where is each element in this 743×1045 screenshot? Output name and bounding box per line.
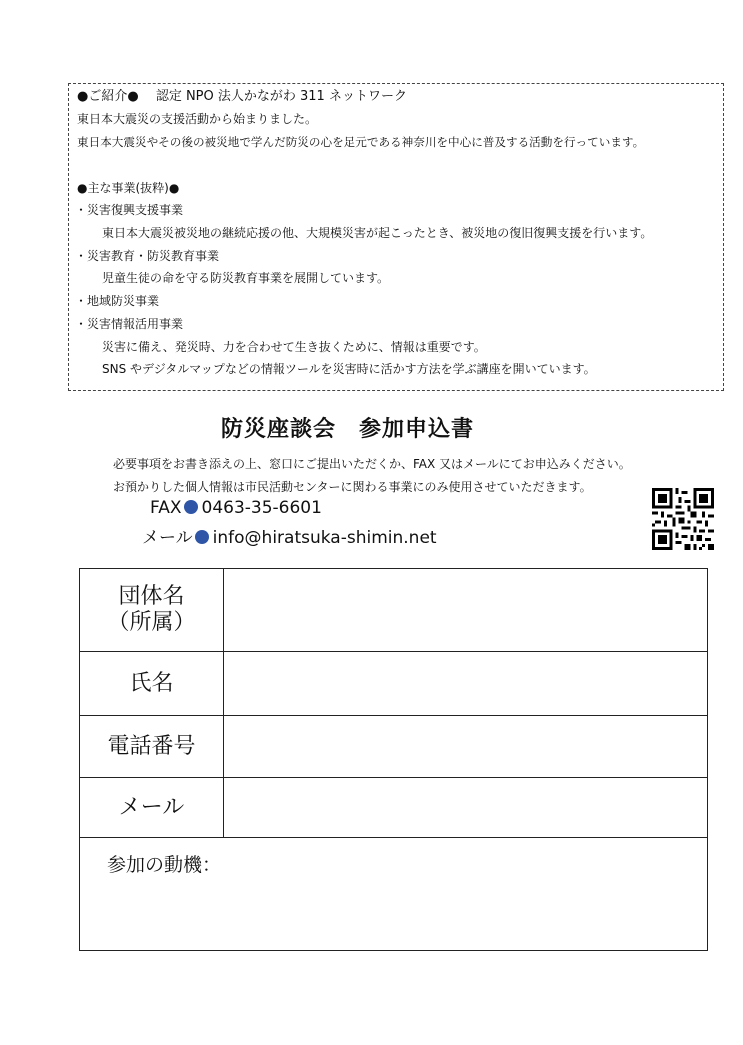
form-row-organization: [80, 569, 708, 652]
motive-field[interactable]: [80, 838, 708, 951]
email-field[interactable]: [224, 778, 708, 838]
name-label: 氏名: [80, 652, 224, 716]
motive-label: 参加の動機：: [107, 854, 222, 876]
mail-contact: [142, 523, 437, 548]
business-item-title: ・災害復興支援事業: [75, 203, 184, 217]
form-row-email: [80, 778, 708, 838]
fax-label: FAX: [150, 498, 182, 518]
phone-label: 電話番号: [80, 716, 224, 778]
intro-line-1: 東日本大震災の支援活動から始まりました。: [77, 112, 318, 126]
business-item-desc: 東日本大震災被災地の継続応援の他、大規模災害が起こったとき、被災地の復旧復興支援を行います。: [102, 226, 653, 240]
business-item-desc: SNS やデジタルマップなどの情報ツールを災害時に活かす方法を学ぶ講座を開いています。: [102, 362, 596, 376]
intro-line-2: 東日本大震災やその後の被災地で学んだ防災の心を足元である神奈川を中心に普及する活動を行っています。: [77, 135, 645, 149]
mail-address[interactable]: info@hiratsuka-shimin.net: [212, 528, 437, 548]
business-item-title: ・災害情報活用事業: [75, 317, 184, 331]
organization-label-line2: （所属）: [107, 610, 196, 635]
fax-number: 0463-35-6601: [201, 498, 322, 518]
form-row-phone: [80, 716, 708, 778]
form-notice-1: 必要事項をお書き添えの上、窓口にご提出いただくか、FAX 又はメールにてお申込みください。: [113, 457, 631, 471]
bullet-icon: [195, 530, 209, 544]
phone-field[interactable]: [224, 716, 708, 778]
qr-code-icon: [652, 488, 714, 550]
bullet-icon: [184, 500, 198, 514]
business-item-desc: 児童生徒の命を守る防災教育事業を展開しています。: [102, 271, 390, 285]
intro-heading: ●ご紹介● 認定 NPO 法人かながわ 311 ネットワーク: [77, 89, 407, 104]
business-heading: ●主な事業(抜粋)●: [77, 181, 180, 195]
email-label: メール: [80, 778, 224, 838]
fax-contact: [150, 498, 322, 518]
form-notice-2: お預かりした個人情報は市民活動センターに関わる事業にのみ使用させていただきます。: [113, 480, 592, 494]
form-row-motive: [80, 838, 708, 951]
form-title: 防災座談会 参加申込書: [221, 417, 475, 442]
business-item-title: ・災害教育・防災教育事業: [75, 249, 220, 263]
mail-label: メール: [142, 528, 193, 548]
form-row-name: [80, 652, 708, 716]
organization-label: [80, 569, 224, 652]
application-form: [79, 568, 708, 951]
organization-field[interactable]: [224, 569, 708, 652]
name-field[interactable]: [224, 652, 708, 716]
organization-label-line1: 団体名: [118, 584, 185, 609]
business-item-desc: 災害に備え、発災時、力を合わせて生き抜くために、情報は重要です。: [102, 340, 486, 354]
business-item-title: ・地域防災事業: [75, 294, 160, 308]
